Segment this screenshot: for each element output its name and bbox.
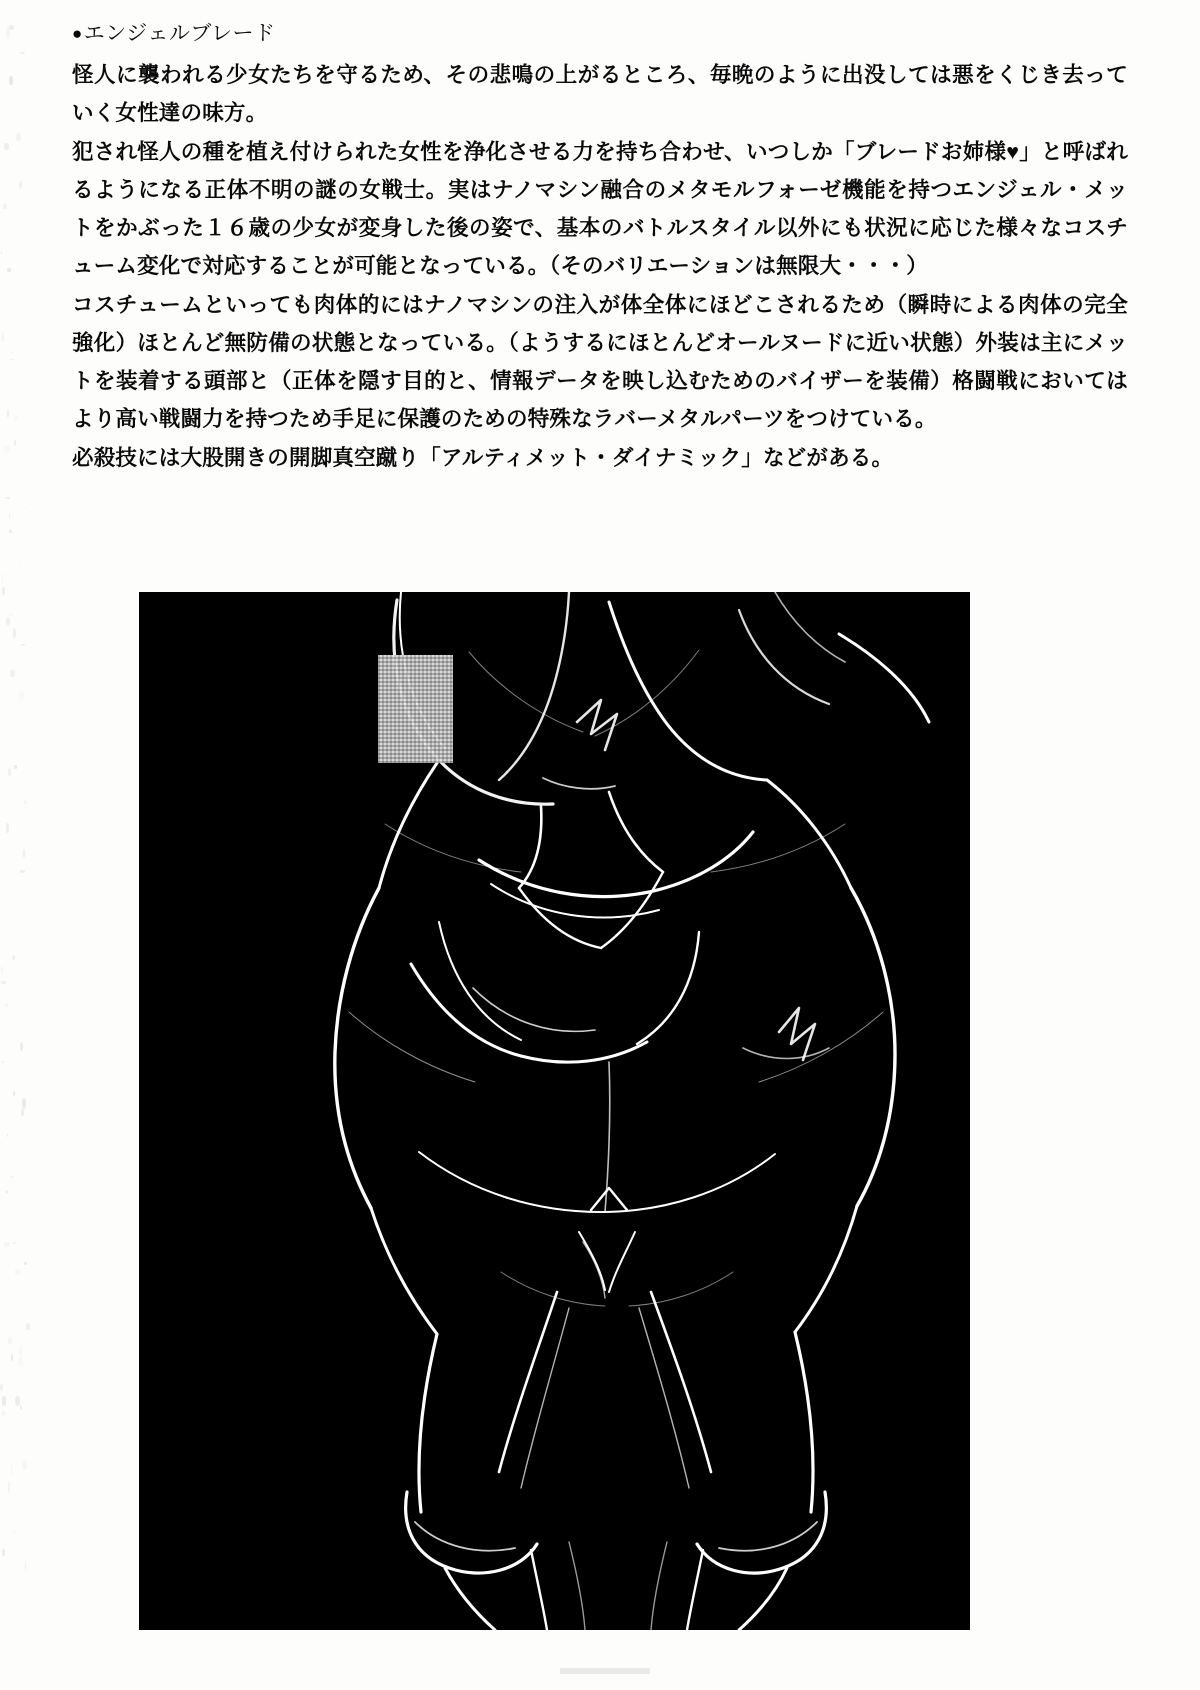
scan-edge-noise: [0, 0, 34, 1690]
bullet-icon: ●: [72, 24, 83, 43]
text-block: [72, 18, 1128, 477]
paragraph-1: 怪人に襲われる少女たちを守るため、その悲鳴の上がるところ、毎晩のように出没しては悪をくじき去っていく女性達の味方。: [72, 63, 1128, 125]
illustration-panel: [139, 592, 970, 1630]
character-lineart-svg: [139, 592, 970, 1630]
page-title: [72, 18, 1128, 49]
paragraph-4: 必殺技には大股開きの開脚真空蹴り「アルティメット・ダイナミック」などがある。: [72, 446, 894, 470]
page-title-text: エンジェルブレード: [83, 21, 276, 45]
censor-bar: [378, 655, 453, 763]
paragraph-2: 犯され怪人の種を植え付けられた女性を浄化させる力を持ち合わせ、いつしか「ブレードお姉様♥」と呼ばれるようになる正体不明の謎の女戦士。実はナノマシン融合のメタモルフォーゼ機能を持つエンジェル・メットをかぶった１６歳の少女が変身した後の姿で、基本のバトルスタイル以外にも状況に応じた様々なコスチューム変化で対応することが可能となっている。（そのバリエーションは無限大・・・）: [72, 140, 1128, 278]
paragraph-3: コスチュームといっても肉体的にはナノマシンの注入が体全体にほどこされるため（瞬時による肉体の完全強化）ほとんど無防備の状態となっている。（ようするにほとんどオールヌードに近い状態）外装は主にメットを装着する頭部と（正体を隠す目的と、情報データを映し込むためのバイザーを装備）格闘戦においてはより高い戦闘力を持つため手足に保護のための特殊なラバーメタルパーツをつけている。: [72, 293, 1128, 431]
page-footer-mark: [560, 1668, 650, 1674]
